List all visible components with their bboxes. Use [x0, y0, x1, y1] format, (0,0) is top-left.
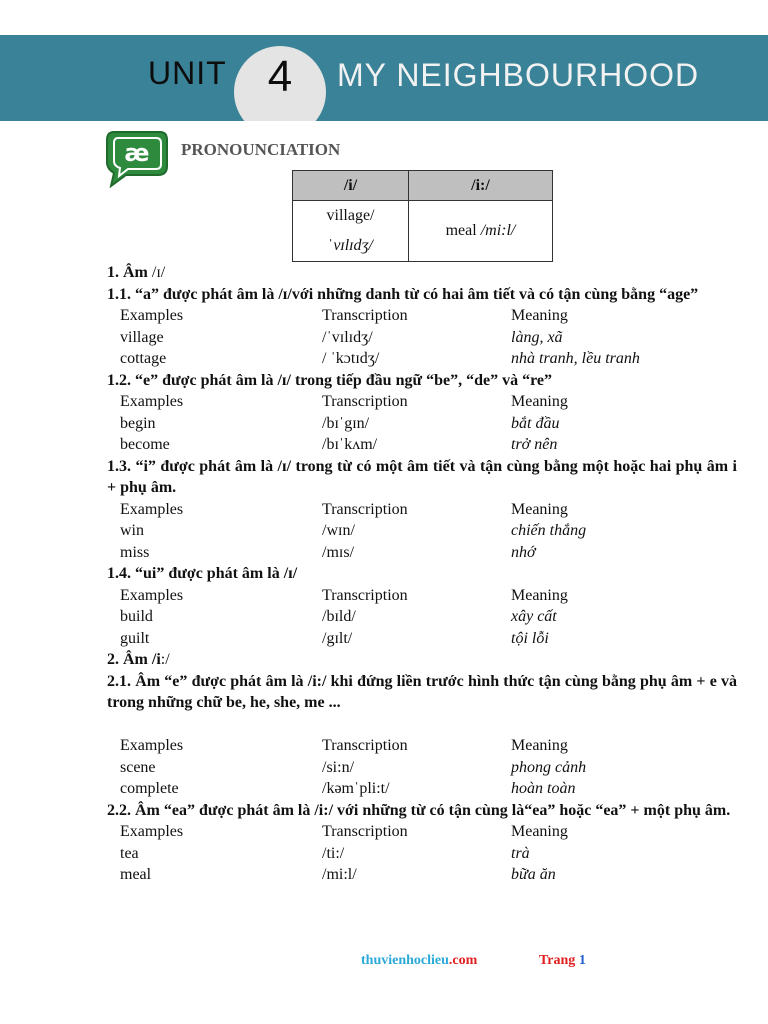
table-cell: cottage	[120, 350, 167, 367]
example-row	[107, 413, 737, 435]
example-row	[107, 628, 737, 650]
table-cell: Examples	[120, 500, 184, 518]
example-row	[107, 434, 737, 456]
table-cell: village	[120, 328, 164, 346]
page-number	[539, 953, 586, 969]
table-cell: win	[120, 522, 144, 539]
column-headers	[107, 735, 737, 757]
speech-bubble-ae-icon	[104, 128, 170, 188]
table-cell: nhớ	[511, 543, 536, 561]
table-cell: Transcription	[322, 307, 408, 324]
heading-1-2: 1.2. “e” được phát âm là /ɪ/ trong tiếp đầu ngữ “be”, “de” và “re”	[107, 371, 552, 389]
example-ipa: ˈvɪlɪdʒ/	[327, 237, 373, 254]
column-headers	[107, 585, 737, 607]
heading-1-1: 1.1. “a” được phát âm là /ɪ/với những danh từ có hai âm tiết và có tận cùng bằng “age”	[107, 285, 699, 303]
example-row	[107, 520, 737, 542]
table-cell: tội lỗi	[511, 629, 549, 647]
phoneme-table	[292, 170, 553, 262]
example-row	[107, 542, 737, 564]
text-span: /ɪ/	[147, 264, 166, 281]
example-row	[107, 843, 737, 865]
table-cell: Transcription	[322, 586, 408, 604]
table-cell: Examples	[120, 823, 184, 840]
phoneme-header-short-i: /i/	[293, 171, 409, 201]
table-cell: /bɪld/	[322, 608, 356, 625]
table-cell: build	[120, 608, 153, 625]
table-cell: Meaning	[511, 500, 568, 518]
examples-1-2	[107, 391, 737, 456]
table-cell: /gɪlt/	[322, 629, 353, 647]
example-row	[107, 864, 737, 886]
heading-sound-2	[107, 649, 737, 671]
example-row	[107, 757, 737, 779]
table-cell: Meaning	[511, 307, 568, 324]
unit-banner	[0, 35, 768, 121]
ae-symbol: æ	[124, 139, 150, 167]
section-title: PRONOUNCIATION	[181, 140, 341, 159]
phoneme-cell-long-i	[409, 201, 553, 262]
example-row	[107, 348, 737, 370]
table-cell: /ˈvɪlɪdʒ/	[322, 328, 373, 346]
table-cell: begin	[120, 414, 156, 432]
examples-1-1	[107, 305, 737, 370]
table-cell: Transcription	[322, 737, 408, 754]
heading-sound-1	[107, 262, 737, 284]
text-span: 1	[578, 953, 586, 968]
table-cell: Examples	[120, 586, 184, 604]
unit-title: MY NEIGHBOURHOOD	[337, 57, 700, 93]
example-row	[107, 606, 737, 628]
text-span: :/	[160, 651, 170, 668]
table-cell: /bɪˈgɪn/	[322, 414, 370, 432]
text-span: Trang	[539, 953, 576, 968]
table-cell: Transcription	[322, 823, 408, 840]
text-span: 1. Âm	[107, 264, 148, 281]
table-cell: Meaning	[511, 823, 568, 840]
table-cell: Meaning	[511, 586, 568, 604]
table-cell: /bɪˈkʌm/	[322, 436, 378, 453]
table-cell: Meaning	[511, 737, 568, 754]
examples-1-4	[107, 585, 737, 650]
column-headers	[107, 499, 737, 521]
table-cell: trở nên	[511, 436, 558, 453]
examples-2-1	[107, 735, 737, 800]
table-cell: Examples	[120, 393, 184, 410]
table-cell: Transcription	[322, 500, 408, 518]
table-cell: chiến thắng	[511, 522, 587, 539]
table-cell: làng, xã	[511, 328, 563, 346]
table-cell: Examples	[120, 737, 184, 754]
example-ipa: /mi:l/	[480, 222, 516, 239]
heading-2-2: 2.2. Âm “ea” được phát âm là /i:/ với những từ có tận cùng là“ea” hoặc “ea” + một phụ âm.	[107, 801, 731, 819]
phoneme-cell-short-i	[293, 201, 409, 262]
column-headers	[107, 821, 737, 843]
phoneme-header-long-i: /i:/	[409, 171, 553, 201]
spacer	[107, 714, 737, 736]
table-cell: phong cảnh	[511, 758, 587, 776]
heading-1-4: 1.4. “ui” được phát âm là /ɪ/	[107, 565, 298, 582]
table-cell: scene	[120, 758, 156, 776]
table-cell: /ti:/	[322, 844, 345, 862]
lesson-content	[107, 262, 737, 886]
text-span: .com	[448, 953, 478, 968]
table-cell: hoàn toàn	[511, 780, 576, 797]
table-cell: /kəmˈpli:t/	[322, 780, 390, 797]
table-cell: miss	[120, 543, 150, 561]
table-cell: /si:n/	[322, 758, 355, 776]
example-row	[107, 778, 737, 800]
table-cell: bắt đầu	[511, 414, 560, 432]
table-cell: Meaning	[511, 393, 568, 410]
footer-site-link[interactable]	[361, 953, 477, 969]
examples-1-3	[107, 499, 737, 564]
table-cell: tea	[120, 844, 139, 862]
table-cell: guilt	[120, 629, 150, 647]
table-cell: trà	[511, 844, 530, 862]
heading-2-1: 2.1. Âm “e” được phát âm là /i:/ khi đứng liền trước hình thức tận cùng bằng phụ âm + e và trong những chữ be, he, she, me ...	[107, 672, 737, 711]
table-cell: xây cất	[511, 608, 557, 625]
column-headers	[107, 391, 737, 413]
table-cell: become	[120, 436, 170, 453]
table-cell: Transcription	[322, 393, 408, 410]
column-headers	[107, 305, 737, 327]
examples-2-2	[107, 821, 737, 886]
table-cell: nhà tranh, lều tranh	[511, 350, 640, 367]
table-cell: bữa ăn	[511, 866, 556, 883]
heading-1-3: 1.3. “i” được phát âm là /ɪ/ trong từ có một âm tiết và tận cùng bằng một hoặc hai phụ âm i + phụ âm.	[107, 457, 737, 496]
example-row	[107, 327, 737, 349]
table-cell: /mɪs/	[322, 543, 355, 561]
unit-label: UNIT	[148, 55, 227, 91]
text-span: 2. Âm /i	[107, 651, 161, 668]
table-cell: meal	[120, 866, 152, 883]
table-cell: complete	[120, 780, 179, 797]
table-cell: / ˈkɔtɪdʒ/	[322, 350, 380, 367]
example-word: village/	[326, 207, 375, 224]
table-cell: /mi:l/	[322, 866, 357, 883]
table-cell: /wɪn/	[322, 522, 355, 539]
example-word: meal	[445, 222, 477, 239]
table-cell: Examples	[120, 307, 184, 324]
unit-number: 4	[267, 52, 293, 101]
text-span: thuvienhoclieu	[361, 953, 449, 968]
